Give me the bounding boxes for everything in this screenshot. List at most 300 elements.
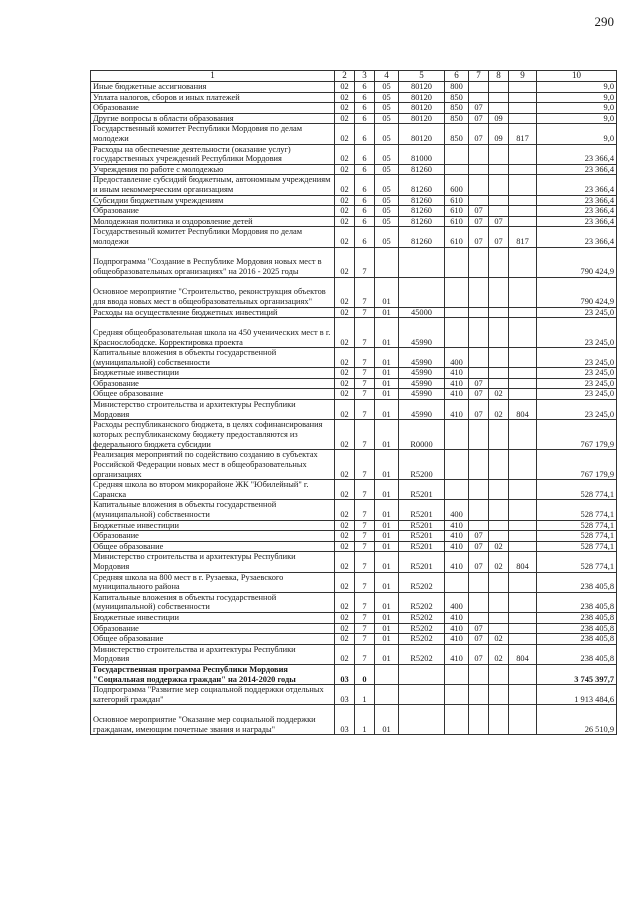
row-code-cell xyxy=(489,572,509,592)
row-code-cell: 410 xyxy=(445,531,469,542)
table-row xyxy=(91,531,617,542)
row-code-cell: 6 xyxy=(355,144,375,164)
row-code-cell: 410 xyxy=(445,612,469,623)
row-code-cell xyxy=(469,420,489,450)
row-code-cell: 02 xyxy=(335,113,355,124)
row-code-cell: 7 xyxy=(355,318,375,348)
row-amount-cell: 9,0 xyxy=(537,113,617,124)
row-code-cell: 05 xyxy=(375,113,399,124)
row-code-cell xyxy=(469,520,489,531)
row-code-cell xyxy=(445,664,469,684)
row-amount-cell: 528 774,1 xyxy=(537,541,617,552)
row-code-cell: 7 xyxy=(355,378,375,389)
row-code-cell xyxy=(469,450,489,480)
row-code-cell: 410 xyxy=(445,634,469,645)
row-name-cell: Иные бюджетные ассигнования xyxy=(91,82,335,93)
row-code-cell xyxy=(509,348,537,368)
row-code-cell: R0000 xyxy=(399,420,445,450)
row-code-cell xyxy=(489,378,509,389)
row-code-cell xyxy=(489,531,509,542)
table-row xyxy=(91,450,617,480)
row-amount-cell: 767 179,9 xyxy=(537,420,617,450)
row-code-cell: 02 xyxy=(335,500,355,520)
row-code-cell xyxy=(445,307,469,318)
row-name-cell: Расходы республиканского бюджета, в целях софинансирования которых республиканскому бюджету предоставляются из федерального бюджета субсидии xyxy=(91,420,335,450)
row-code-cell: 01 xyxy=(375,572,399,592)
row-code-cell: R5202 xyxy=(399,572,445,592)
row-code-cell: 45990 xyxy=(399,348,445,368)
row-code-cell: 1 xyxy=(355,705,375,735)
row-code-cell xyxy=(509,541,537,552)
row-code-cell: 07 xyxy=(469,103,489,114)
row-code-cell: 80120 xyxy=(399,103,445,114)
row-code-cell xyxy=(469,144,489,164)
row-code-cell xyxy=(469,480,489,500)
table-row xyxy=(91,113,617,124)
row-code-cell: 600 xyxy=(445,175,469,195)
row-code-cell xyxy=(469,307,489,318)
row-code-cell xyxy=(445,164,469,175)
row-code-cell: 02 xyxy=(335,216,355,227)
row-code-cell: 45990 xyxy=(399,389,445,400)
row-code-cell: 05 xyxy=(375,206,399,217)
row-code-cell xyxy=(509,378,537,389)
table-row xyxy=(91,92,617,103)
row-code-cell: 02 xyxy=(489,634,509,645)
row-code-cell xyxy=(489,206,509,217)
row-code-cell: 6 xyxy=(355,175,375,195)
table-row xyxy=(91,644,617,664)
row-code-cell: 07 xyxy=(489,227,509,247)
row-name-cell: Образование xyxy=(91,531,335,542)
row-code-cell: 7 xyxy=(355,389,375,400)
row-code-cell xyxy=(509,113,537,124)
row-code-cell xyxy=(509,664,537,684)
row-code-cell: 7 xyxy=(355,572,375,592)
row-code-cell xyxy=(399,664,445,684)
row-name-cell: Расходы на обеспечение деятельности (оказание услуг) государственных учреждений Республики Мордовия xyxy=(91,144,335,164)
row-code-cell: 817 xyxy=(509,227,537,247)
row-code-cell: 05 xyxy=(375,103,399,114)
row-code-cell: 02 xyxy=(335,227,355,247)
row-code-cell xyxy=(489,348,509,368)
row-code-cell: 05 xyxy=(375,82,399,93)
row-code-cell: 05 xyxy=(375,92,399,103)
row-code-cell: 01 xyxy=(375,541,399,552)
row-code-cell: 01 xyxy=(375,520,399,531)
row-code-cell: 02 xyxy=(335,480,355,500)
row-amount-cell: 767 179,9 xyxy=(537,450,617,480)
row-name-cell: Образование xyxy=(91,206,335,217)
row-name-cell: Образование xyxy=(91,103,335,114)
row-code-cell: 7 xyxy=(355,420,375,450)
table-row xyxy=(91,277,617,307)
row-amount-cell: 238 405,8 xyxy=(537,644,617,664)
row-code-cell xyxy=(469,82,489,93)
row-code-cell xyxy=(489,664,509,684)
row-code-cell xyxy=(469,164,489,175)
column-header-1: 1 xyxy=(91,71,335,82)
row-code-cell xyxy=(445,420,469,450)
row-code-cell: 02 xyxy=(335,612,355,623)
row-code-cell: 610 xyxy=(445,206,469,217)
row-code-cell: 610 xyxy=(445,227,469,247)
row-code-cell: 800 xyxy=(445,82,469,93)
row-code-cell xyxy=(489,277,509,307)
row-code-cell xyxy=(509,247,537,277)
row-code-cell: 07 xyxy=(469,541,489,552)
table-row xyxy=(91,541,617,552)
row-name-cell: Учреждения по работе с молодежью xyxy=(91,164,335,175)
row-code-cell xyxy=(469,195,489,206)
row-code-cell: 05 xyxy=(375,124,399,144)
row-code-cell: 01 xyxy=(375,623,399,634)
row-code-cell xyxy=(509,368,537,379)
row-code-cell xyxy=(489,92,509,103)
row-code-cell: 02 xyxy=(335,572,355,592)
row-code-cell xyxy=(489,450,509,480)
table-row xyxy=(91,216,617,227)
table-row xyxy=(91,227,617,247)
row-code-cell: 07 xyxy=(469,216,489,227)
row-code-cell: 02 xyxy=(335,206,355,217)
table-row xyxy=(91,552,617,572)
row-code-cell xyxy=(509,420,537,450)
row-code-cell xyxy=(445,247,469,277)
row-code-cell: 01 xyxy=(375,705,399,735)
row-code-cell: 817 xyxy=(509,124,537,144)
row-code-cell: 850 xyxy=(445,124,469,144)
row-code-cell: 07 xyxy=(469,206,489,217)
row-code-cell xyxy=(469,705,489,735)
row-code-cell: 02 xyxy=(335,348,355,368)
row-code-cell: R5200 xyxy=(399,450,445,480)
row-code-cell: 410 xyxy=(445,644,469,664)
row-code-cell: 01 xyxy=(375,552,399,572)
table-row xyxy=(91,664,617,684)
column-header-9: 9 xyxy=(509,71,537,82)
table-row xyxy=(91,247,617,277)
row-code-cell: 02 xyxy=(489,552,509,572)
row-code-cell: 02 xyxy=(335,175,355,195)
row-code-cell xyxy=(469,92,489,103)
row-code-cell: 05 xyxy=(375,144,399,164)
row-name-cell: Бюджетные инвестиции xyxy=(91,520,335,531)
row-code-cell: 02 xyxy=(335,144,355,164)
table-row xyxy=(91,623,617,634)
row-code-cell: R5202 xyxy=(399,623,445,634)
row-code-cell: 05 xyxy=(375,164,399,175)
row-code-cell: 01 xyxy=(375,420,399,450)
row-name-cell: Министерство строительства и архитектуры Республики Мордовия xyxy=(91,644,335,664)
row-name-cell: Капитальные вложения в объекты государственной (муниципальной) собственности xyxy=(91,348,335,368)
row-code-cell: 01 xyxy=(375,634,399,645)
table-row xyxy=(91,206,617,217)
row-code-cell: 81260 xyxy=(399,175,445,195)
row-amount-cell: 790 424,9 xyxy=(537,277,617,307)
row-code-cell: 01 xyxy=(375,400,399,420)
row-code-cell: 410 xyxy=(445,389,469,400)
table-row xyxy=(91,420,617,450)
row-code-cell xyxy=(469,277,489,307)
row-code-cell: 410 xyxy=(445,400,469,420)
row-code-cell: 02 xyxy=(335,103,355,114)
row-code-cell: 02 xyxy=(335,247,355,277)
row-name-cell: Государственная программа Республики Мордовия "Социальная поддержка граждан" на 2014-2020 годы xyxy=(91,664,335,684)
row-code-cell: R5202 xyxy=(399,634,445,645)
row-code-cell: 02 xyxy=(335,195,355,206)
row-code-cell: 81260 xyxy=(399,227,445,247)
row-code-cell xyxy=(509,195,537,206)
row-code-cell: 02 xyxy=(335,541,355,552)
row-code-cell xyxy=(509,592,537,612)
row-code-cell: 02 xyxy=(335,623,355,634)
table-row xyxy=(91,82,617,93)
row-code-cell: 02 xyxy=(335,552,355,572)
table-row xyxy=(91,500,617,520)
row-code-cell: 81260 xyxy=(399,195,445,206)
row-code-cell xyxy=(509,82,537,93)
row-code-cell xyxy=(469,368,489,379)
row-code-cell xyxy=(489,685,509,705)
row-code-cell xyxy=(469,685,489,705)
row-code-cell: 410 xyxy=(445,368,469,379)
column-header-7: 7 xyxy=(469,71,489,82)
table-row xyxy=(91,634,617,645)
table-row xyxy=(91,144,617,164)
row-code-cell: 01 xyxy=(375,318,399,348)
column-header-3: 3 xyxy=(355,71,375,82)
row-code-cell: 7 xyxy=(355,348,375,368)
row-code-cell: 09 xyxy=(489,124,509,144)
row-code-cell: 6 xyxy=(355,103,375,114)
row-code-cell: R5201 xyxy=(399,500,445,520)
row-code-cell xyxy=(489,307,509,318)
row-code-cell: 01 xyxy=(375,307,399,318)
row-code-cell xyxy=(509,144,537,164)
table-row xyxy=(91,592,617,612)
row-code-cell: 01 xyxy=(375,592,399,612)
row-code-cell: 410 xyxy=(445,623,469,634)
row-code-cell: 01 xyxy=(375,531,399,542)
row-code-cell: 02 xyxy=(335,277,355,307)
row-amount-cell: 23 245,0 xyxy=(537,307,617,318)
row-code-cell xyxy=(489,500,509,520)
row-code-cell: 6 xyxy=(355,195,375,206)
row-code-cell: 02 xyxy=(335,164,355,175)
row-amount-cell: 528 774,1 xyxy=(537,500,617,520)
row-code-cell: 6 xyxy=(355,164,375,175)
row-code-cell: 02 xyxy=(335,307,355,318)
row-code-cell xyxy=(489,103,509,114)
row-code-cell xyxy=(469,664,489,684)
row-code-cell: 01 xyxy=(375,450,399,480)
row-code-cell: 7 xyxy=(355,450,375,480)
row-code-cell: 02 xyxy=(335,592,355,612)
table-row xyxy=(91,318,617,348)
row-code-cell: 80120 xyxy=(399,82,445,93)
row-code-cell xyxy=(445,705,469,735)
row-name-cell: Министерство строительства и архитектуры Республики Мордовия xyxy=(91,552,335,572)
row-code-cell xyxy=(509,531,537,542)
row-name-cell: Средняя общеобразовательная школа на 450 ученических мест в г. Краснослободске. Корректировка проекта xyxy=(91,318,335,348)
table-row xyxy=(91,572,617,592)
row-code-cell: 01 xyxy=(375,348,399,368)
row-amount-cell: 528 774,1 xyxy=(537,552,617,572)
row-code-cell: 09 xyxy=(489,113,509,124)
row-code-cell: 07 xyxy=(469,227,489,247)
row-code-cell xyxy=(469,247,489,277)
column-header-8: 8 xyxy=(489,71,509,82)
row-code-cell: 81000 xyxy=(399,144,445,164)
row-code-cell xyxy=(489,420,509,450)
row-code-cell xyxy=(469,175,489,195)
row-code-cell xyxy=(489,592,509,612)
row-name-cell: Расходы на осуществление бюджетных инвестиций xyxy=(91,307,335,318)
row-code-cell: 45990 xyxy=(399,318,445,348)
row-code-cell: 01 xyxy=(375,378,399,389)
row-code-cell xyxy=(509,500,537,520)
row-code-cell: 7 xyxy=(355,368,375,379)
row-code-cell xyxy=(469,500,489,520)
row-code-cell xyxy=(375,247,399,277)
row-code-cell xyxy=(489,520,509,531)
row-code-cell xyxy=(509,216,537,227)
row-code-cell: 07 xyxy=(469,113,489,124)
row-code-cell: 850 xyxy=(445,113,469,124)
row-code-cell xyxy=(509,389,537,400)
row-amount-cell: 3 745 397,7 xyxy=(537,664,617,684)
row-amount-cell: 23 245,0 xyxy=(537,368,617,379)
row-code-cell: 400 xyxy=(445,348,469,368)
row-code-cell xyxy=(509,206,537,217)
row-code-cell xyxy=(399,247,445,277)
row-name-cell: Общее образование xyxy=(91,634,335,645)
column-header-5: 5 xyxy=(399,71,445,82)
row-code-cell: 6 xyxy=(355,206,375,217)
row-code-cell xyxy=(399,705,445,735)
row-code-cell xyxy=(445,318,469,348)
row-name-cell: Министерство строительства и архитектуры Республики Мордовия xyxy=(91,400,335,420)
row-code-cell xyxy=(489,612,509,623)
row-amount-cell: 26 510,9 xyxy=(537,705,617,735)
row-code-cell xyxy=(509,164,537,175)
row-amount-cell: 23 366,4 xyxy=(537,164,617,175)
row-code-cell xyxy=(489,82,509,93)
row-code-cell: 6 xyxy=(355,92,375,103)
row-code-cell xyxy=(469,348,489,368)
table-row xyxy=(91,164,617,175)
budget-table xyxy=(90,70,617,735)
row-name-cell: Капитальные вложения в объекты государственной (муниципальной) собственности xyxy=(91,500,335,520)
row-amount-cell: 23 245,0 xyxy=(537,348,617,368)
row-amount-cell: 1 913 484,6 xyxy=(537,685,617,705)
row-code-cell: 45990 xyxy=(399,400,445,420)
row-name-cell: Предоставление субсидий бюджетным, автономным учреждениям и иным некоммерческим организациям xyxy=(91,175,335,195)
row-code-cell: 804 xyxy=(509,552,537,572)
row-code-cell: 07 xyxy=(489,216,509,227)
row-code-cell: 45990 xyxy=(399,378,445,389)
row-code-cell xyxy=(445,480,469,500)
row-code-cell: 02 xyxy=(335,82,355,93)
column-header-4: 4 xyxy=(375,71,399,82)
row-code-cell: 7 xyxy=(355,592,375,612)
row-code-cell xyxy=(509,307,537,318)
row-code-cell: R5201 xyxy=(399,480,445,500)
row-name-cell: Субсидии бюджетным учреждениям xyxy=(91,195,335,206)
row-code-cell: R5202 xyxy=(399,612,445,623)
row-name-cell: Подпрограмма "Создание в Республике Мордовия новых мест в общеобразовательных организациях" на 2016 - 2025 годы xyxy=(91,247,335,277)
row-code-cell: 01 xyxy=(375,368,399,379)
row-code-cell: 01 xyxy=(375,612,399,623)
row-amount-cell: 528 774,1 xyxy=(537,480,617,500)
row-code-cell xyxy=(509,623,537,634)
row-code-cell: 02 xyxy=(335,389,355,400)
row-amount-cell: 238 405,8 xyxy=(537,592,617,612)
row-code-cell: 02 xyxy=(335,634,355,645)
row-code-cell: 02 xyxy=(489,644,509,664)
row-code-cell: 81260 xyxy=(399,206,445,217)
table-row xyxy=(91,175,617,195)
row-code-cell xyxy=(445,572,469,592)
row-code-cell: 7 xyxy=(355,552,375,572)
row-code-cell: 02 xyxy=(489,400,509,420)
row-code-cell xyxy=(445,144,469,164)
row-code-cell: 7 xyxy=(355,634,375,645)
row-name-cell: Подпрограмма "Развитие мер социальной поддержки отдельных категорий граждан" xyxy=(91,685,335,705)
table-row xyxy=(91,103,617,114)
row-code-cell: 02 xyxy=(335,318,355,348)
row-code-cell: 804 xyxy=(509,400,537,420)
row-code-cell: 02 xyxy=(335,378,355,389)
row-code-cell: 01 xyxy=(375,480,399,500)
row-code-cell: 7 xyxy=(355,277,375,307)
row-code-cell: 7 xyxy=(355,644,375,664)
row-code-cell: 07 xyxy=(469,124,489,144)
row-code-cell: 7 xyxy=(355,500,375,520)
row-code-cell: 400 xyxy=(445,592,469,612)
row-code-cell xyxy=(469,572,489,592)
row-code-cell: 410 xyxy=(445,552,469,572)
row-code-cell: 0 xyxy=(355,664,375,684)
row-code-cell: 7 xyxy=(355,400,375,420)
row-code-cell xyxy=(509,685,537,705)
row-code-cell: 410 xyxy=(445,378,469,389)
row-code-cell: 6 xyxy=(355,216,375,227)
row-code-cell xyxy=(375,664,399,684)
row-code-cell: 81260 xyxy=(399,164,445,175)
row-code-cell: 80120 xyxy=(399,124,445,144)
row-code-cell: 7 xyxy=(355,247,375,277)
row-code-cell xyxy=(375,685,399,705)
row-code-cell xyxy=(509,277,537,307)
row-code-cell xyxy=(509,92,537,103)
row-name-cell: Другие вопросы в области образования xyxy=(91,113,335,124)
table-row xyxy=(91,389,617,400)
row-code-cell: 02 xyxy=(335,520,355,531)
row-amount-cell: 9,0 xyxy=(537,124,617,144)
row-code-cell: R5201 xyxy=(399,520,445,531)
row-amount-cell: 790 424,9 xyxy=(537,247,617,277)
row-amount-cell: 23 245,0 xyxy=(537,318,617,348)
row-code-cell: 07 xyxy=(469,644,489,664)
row-code-cell: 7 xyxy=(355,520,375,531)
row-code-cell: 02 xyxy=(489,541,509,552)
row-amount-cell: 23 245,0 xyxy=(537,389,617,400)
row-amount-cell: 9,0 xyxy=(537,92,617,103)
row-code-cell: 02 xyxy=(335,368,355,379)
row-name-cell: Основное мероприятие "Оказание мер социальной поддержки гражданам, имеющим почетные звания и награды" xyxy=(91,705,335,735)
